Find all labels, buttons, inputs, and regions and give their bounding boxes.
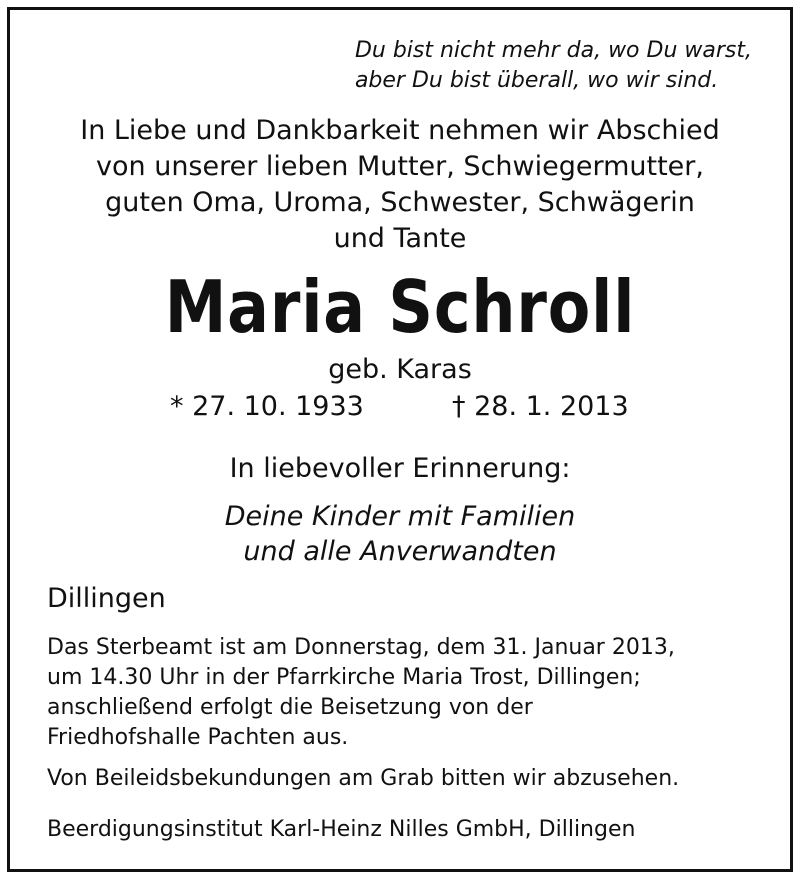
place-name: Dillingen xyxy=(47,583,166,614)
remembrance-heading: In liebevoller Erinnerung: xyxy=(229,453,571,484)
service-line: Friedhofshalle Pachten aus. xyxy=(47,725,349,750)
service-line: anschließend erfolgt die Beisetzung von der xyxy=(47,695,533,720)
birth-date: * 27. 10. 1933 xyxy=(170,391,364,422)
intro-line: guten Oma, Uroma, Schwester, Schwägerin xyxy=(105,187,695,218)
undertaker-name: Beerdigungsinstitut Karl-Heinz Nilles GmbH, Dillingen xyxy=(47,817,636,842)
deceased-name: Maria Schroll xyxy=(164,265,636,349)
motto-line: aber Du bist überall, wo wir sind. xyxy=(354,68,719,93)
intro-line: von unserer lieben Mutter, Schwiegermutter, xyxy=(96,151,704,182)
mourners-line: Deine Kinder mit Familien xyxy=(224,501,576,532)
birth-name: geb. Karas xyxy=(328,354,472,385)
service-line: um 14.30 Uhr in der Pfarrkirche Maria Trost, Dillingen; xyxy=(47,665,641,690)
intro-line: In Liebe und Dankbarkeit nehmen wir Abschied xyxy=(80,115,720,146)
death-date: † 28. 1. 2013 xyxy=(452,391,629,422)
funeral-service-info xyxy=(47,633,777,753)
motto-quote xyxy=(355,36,752,96)
service-line: Das Sterbeamt ist am Donnerstag, dem 31. Januar 2013, xyxy=(47,635,675,660)
intro-text xyxy=(0,113,800,257)
mourners-line: und alle Anverwandten xyxy=(243,536,557,567)
motto-line: Du bist nicht mehr da, wo Du warst, xyxy=(354,38,752,63)
intro-line: und Tante xyxy=(333,223,467,254)
mourners xyxy=(0,499,800,569)
condolence-note: Von Beileidsbekundungen am Grab bitten wir abzusehen. xyxy=(47,766,680,791)
